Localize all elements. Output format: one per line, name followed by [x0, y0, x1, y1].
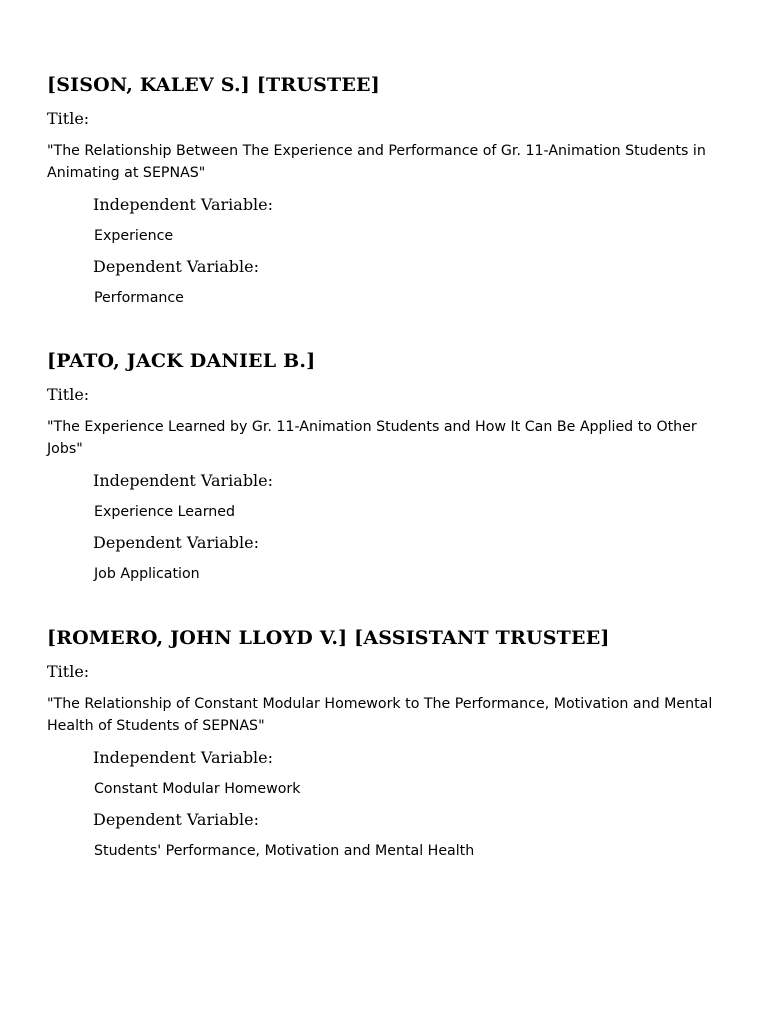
entry-name: [SISON, KALEV S.] [TRUSTEE] [47, 74, 380, 96]
independent-variable-label: Independent Variable: [93, 471, 274, 490]
independent-variable-label: Independent Variable: [93, 748, 274, 767]
dependent-variable-label: Dependent Variable: [93, 533, 259, 552]
dependent-variable-value: Job Application [94, 566, 200, 582]
entry-name: [ROMERO, JOHN LLOYD V.] [ASSISTANT TRUSTEE] [47, 627, 610, 649]
title-label: Title: [47, 662, 90, 681]
independent-variable-value: Constant Modular Homework [94, 781, 301, 797]
independent-variable-value: Experience [94, 228, 174, 244]
title-label: Title: [47, 109, 90, 128]
independent-variable-label: Independent Variable: [93, 195, 274, 214]
dependent-variable-label: Dependent Variable: [93, 810, 259, 829]
title-label: Title: [47, 385, 90, 404]
entry-name: [PATO, JACK DANIEL B.] [47, 350, 316, 372]
research-title: "The Relationship of Constant Modular Homework to The Performance, Motivation and Mental Health of Students of SEPNAS" [47, 696, 713, 734]
independent-variable-value: Experience Learned [94, 504, 236, 520]
dependent-variable-label: Dependent Variable: [93, 257, 259, 276]
dependent-variable-value: Performance [94, 290, 184, 306]
research-title: "The Experience Learned by Gr. 11-Animation Students and How It Can Be Applied to Other Jobs" [47, 419, 697, 457]
dependent-variable-value: Students' Performance, Motivation and Mental Health [94, 843, 475, 859]
research-title: "The Relationship Between The Experience and Performance of Gr. 11-Animation Students in Animating at SEPNAS" [47, 143, 706, 181]
